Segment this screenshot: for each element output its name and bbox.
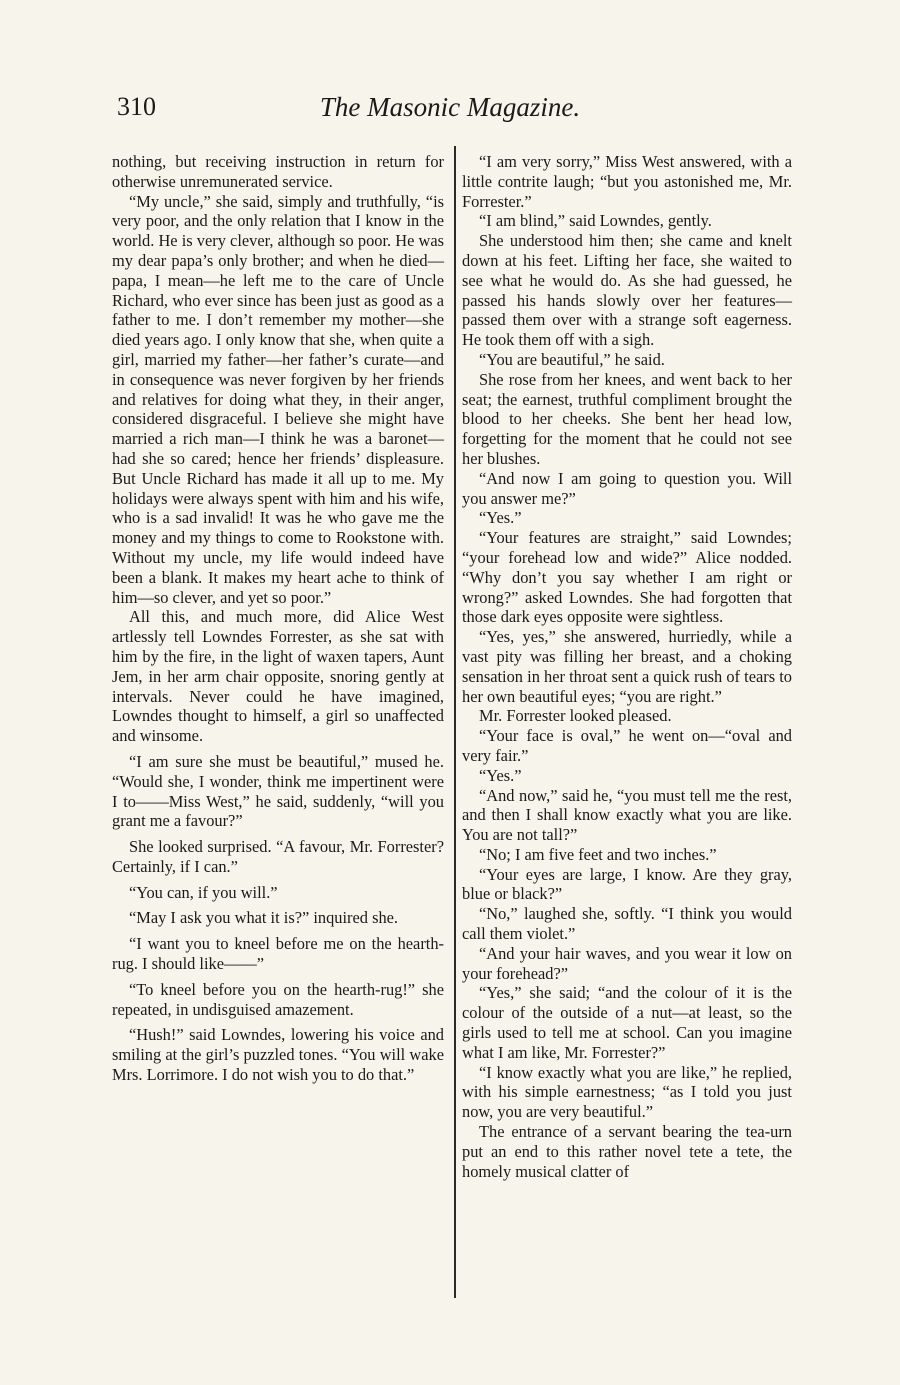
paragraph: “Yes,” she said; “and the colour of it is the colour of the outside of a nut—at least, so the girls used to tell me at school. Can you imagine what I am like, Mr. Forrester?” <box>462 983 792 1062</box>
paragraph: Mr. Forrester looked pleased. <box>479 706 672 726</box>
paragraph: “I know exactly what you are like,” he replied, with his simple earnestness; “as I told you just now, you are very beautiful.” <box>462 1062 792 1122</box>
paragraph: “Yes.” <box>479 508 522 528</box>
column-divider <box>454 146 456 1298</box>
right-column <box>462 152 792 1181</box>
paragraph: “Hush!” said Lowndes, lowering his voice and smiling at the girl’s puzzled tones. “You will wake Mrs. Lorrimore. I do not wish you to do that.” <box>112 1025 444 1085</box>
paragraph: “I want you to kneel before me on the hearth-rug. I should like——” <box>112 934 444 974</box>
page-number: 310 <box>117 92 156 121</box>
paragraph: The entrance of a servant bearing the tea-urn put an end to this rather novel tete a tete, the homely musical clatter of <box>462 1122 792 1181</box>
paragraph: She looked surprised. “A favour, Mr. Forrester? Certainly, if I can.” <box>112 837 444 876</box>
paragraph: nothing, but receiving instruction in return for otherwise unremunerated service. <box>112 152 444 191</box>
paragraph: “You can, if you will.” <box>129 882 278 902</box>
paragraph: All this, and much more, did Alice West artlessly tell Lowndes Forrester, as she sat with him by the fire, in the light of waxen tapers, Aunt Jem, in her arm chair opposite, snoring gently at intervals. Never could he have imagined, Lowndes thought to himself, a girl so unaffected and winsome. <box>112 607 444 746</box>
paragraph: “No,” laughed she, softly. “I think you would call them violet.” <box>462 904 792 944</box>
paragraph: “And now,” said he, “you must tell me the rest, and then I shall know exactly what you are like. You are not tall?” <box>462 785 792 845</box>
paragraph: “No; I am five feet and two inches.” <box>479 844 717 864</box>
paragraph: She understood him then; she came and knelt down at his feet. Lifting her face, she waited to see what he would do. As she had guessed, he passed his hands slowly over her features—passed them over with a strange soft eagerness. He took them off with a sigh. <box>462 231 792 350</box>
paragraph: “My uncle,” she said, simply and truthfully, “is very poor, and the only relation that I know in the world. He is very clever, although so poor. He was my dear papa’s only brother; and when he died—papa, I mean—he left me to the care of Uncle Richard, who ever since has been just as good as a father to me. I don’t remember my mother—she died years ago. I only know that she, when quite a girl, married my father—her father’s curate—and in consequence was never forgiven by her friends and relatives for doing what they, in their anger, considered disgraceful. I believe she might have married a rich man—I think he was a baronet—had she so cared; hence her friends’ displeasure. But Uncle Richard has made it all up to me. My holidays were always spent with him and his wife, who is a sad invalid! It was he who gave me the money and my things to come to Rookstone with. Without my uncle, my life would indeed have been a blank. It makes my heart ache to think of him—so clever, and yet so poor.” <box>112 191 444 607</box>
running-header <box>0 92 900 132</box>
paragraph: She rose from her knees, and went back to her seat; the earnest, truthful compliment brought the blood to her cheeks. She bent her head low, forgetting for the moment that he could not see her blushes. <box>462 369 792 468</box>
paragraph: “I am sure she must be beautiful,” mused he. “Would she, I wonder, think me impertinent were I to——Miss West,” he said, suddenly, “will you grant me a favour?” <box>112 751 444 831</box>
paragraph: “And your hair waves, and you wear it low on your forehead?” <box>462 943 792 983</box>
left-column <box>112 152 444 1085</box>
paragraph: “Yes.” <box>479 765 522 785</box>
paragraph: “To kneel before you on the hearth-rug!” she repeated, in undisguised amazement. <box>112 979 444 1019</box>
paragraph: “I am very sorry,” Miss West answered, with a little contrite laugh; “but you astonished me, Mr. Forrester.” <box>462 152 792 211</box>
page-title: The Masonic Magazine. <box>319 92 581 122</box>
paragraph: “Your eyes are large, I know. Are they gray, blue or black?” <box>462 864 792 904</box>
paragraph: “Your face is oval,” he went on—“oval and very fair.” <box>462 726 792 765</box>
paragraph: “You are beautiful,” he said. <box>479 349 665 369</box>
paragraph: “Your features are straight,” said Lowndes; “your forehead low and wide?” Alice nodded. “Why don’t you say whether I am right or wrong?” asked Lowndes. She had forgotten that those dark eyes opposite were sightless. <box>462 528 792 627</box>
paragraph: “May I ask you what it is?” inquired she. <box>129 908 399 928</box>
paragraph: “And now I am going to question you. Will you answer me?” <box>462 468 792 508</box>
paragraph: “Yes, yes,” she answered, hurriedly, while a vast pity was filling her breast, and a choking sensation in her throat sent a quick rush of tears to her own beautiful eyes; “you are right.” <box>462 627 792 706</box>
paragraph: “I am blind,” said Lowndes, gently. <box>479 211 712 231</box>
